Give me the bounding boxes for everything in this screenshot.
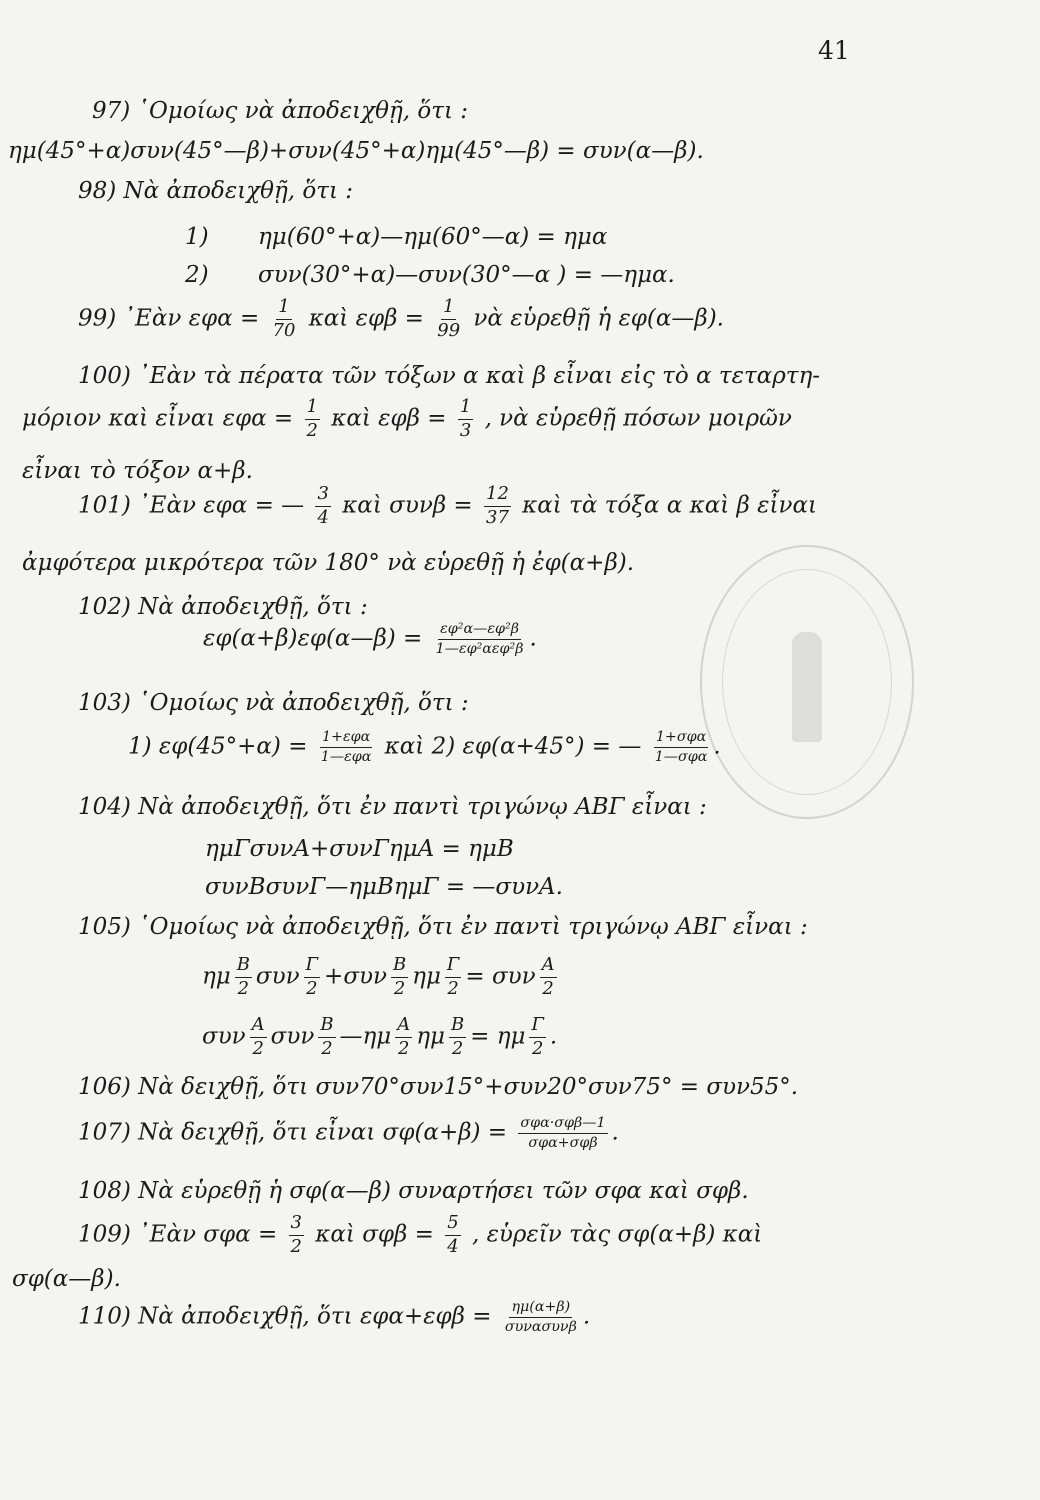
exercise-98-statement: 98) Νὰ ἀποδειχθῇ, ὅτι : bbox=[78, 178, 354, 204]
fraction-denominator: 37 bbox=[486, 506, 509, 528]
exercise-105-formula-2: συν $\frac{A}{2}$ συν $\frac{B}{2}$ —ημ $\frac{A}{2}$ ημ $\frac{B}{2}$ = ημ $\frac{\Gamma}{2}$ . bbox=[202, 1014, 558, 1059]
exercise-103-statement: 103) ῾Ομοίως νὰ ἀποδειχθῇ, ὅτι : bbox=[78, 690, 469, 716]
fraction-numerator: 1 bbox=[305, 398, 320, 420]
fraction-numerator: Γ bbox=[445, 956, 461, 978]
fraction-denominator: σφα+σφβ bbox=[528, 1134, 598, 1151]
fraction-denominator: 2 bbox=[306, 419, 318, 441]
fraction-1-2 bbox=[305, 398, 320, 441]
fraction-g-over-2 bbox=[445, 956, 461, 999]
exercise-98-item-2-number: 2) bbox=[185, 262, 209, 288]
fraction-numerator: εφ²α—εφ²β bbox=[438, 622, 521, 640]
formula-term: συν bbox=[202, 1023, 246, 1050]
fraction-numerator: 1 bbox=[441, 298, 456, 320]
formula-term: συν bbox=[270, 1023, 315, 1050]
fraction-b-over-2 bbox=[318, 1016, 335, 1059]
exercise-110-text: 110) Νὰ ἀποδειχθῇ, ὅτι εφα+εφβ = bbox=[78, 1303, 492, 1330]
formula-term: συν bbox=[255, 963, 300, 990]
formula-term: ημ bbox=[202, 963, 231, 990]
fraction-numerator: Β bbox=[235, 956, 252, 978]
fraction-numerator: Α bbox=[395, 1016, 412, 1038]
fraction-denominator: 2 bbox=[447, 977, 459, 999]
fraction-a-over-2 bbox=[395, 1016, 412, 1059]
exercise-109-text-b: καὶ σφβ = bbox=[315, 1221, 434, 1248]
fraction-1-70 bbox=[271, 298, 298, 341]
formula-term: = ημ bbox=[470, 1023, 526, 1050]
exercise-100-line-1: 100) ᾿Εὰν τὰ πέρατα τῶν τόξων α καὶ β εἶναι εἰς τὸ α τεταρτη- bbox=[78, 363, 820, 389]
fraction-denominator: 1—εφ²αεφ²β bbox=[435, 640, 524, 657]
fraction-numerator: 1+εφα bbox=[320, 730, 372, 748]
exercise-104-formula-1: ημΓσυνΑ+συνΓημΑ = ημΒ bbox=[205, 836, 514, 862]
exercise-103-text-a: 1) εφ(45°+α) = bbox=[128, 733, 308, 760]
fraction-numerator: Γ bbox=[529, 1016, 545, 1038]
fraction-denominator: 2 bbox=[252, 1037, 264, 1059]
fraction-numerator: 1 bbox=[458, 398, 473, 420]
formula-term: —ημ bbox=[339, 1023, 392, 1050]
fraction-denominator: 2 bbox=[531, 1037, 544, 1059]
fraction-sin-sum bbox=[503, 1300, 579, 1335]
fraction-a-over-2 bbox=[250, 1016, 267, 1059]
fraction-1-plus-cot bbox=[653, 730, 710, 765]
fraction-1-3 bbox=[458, 398, 473, 441]
fraction-numerator: 3 bbox=[315, 485, 330, 507]
exercise-109-text-a: 109) ᾿Εὰν σφα = bbox=[78, 1221, 278, 1248]
fraction-3-4 bbox=[315, 485, 330, 528]
exercise-106: 106) Νὰ δειχθῇ, ὅτι συν70°συν15°+συν20°συν75° = συν55°. bbox=[78, 1074, 799, 1100]
exercise-105-statement: 105) ῾Ομοίως νὰ ἀποδειχθῇ, ὅτι ἐν παντὶ τριγώνῳ ΑΒΓ εἶναι : bbox=[78, 914, 808, 940]
fraction-5-4 bbox=[445, 1214, 460, 1257]
exercise-100-text-a: μόριον καὶ εἶναι εφα = bbox=[22, 405, 294, 432]
fraction-denominator: 1—σφα bbox=[654, 748, 708, 765]
exercise-102-formula: εφ(α+β)εφ(α—β) = $\frac{\text{εφ²α—εφ²β}}{\text{1—εφ²αεφ²β}}$ . bbox=[203, 621, 537, 657]
exercise-102-statement: 102) Νὰ ἀποδειχθῇ, ὅτι : bbox=[78, 594, 368, 620]
exercise-103-text-b: καὶ 2) εφ(α+45°) = — bbox=[384, 733, 642, 760]
exercise-101-text-c: καὶ τὰ τόξα α καὶ β εἶναι bbox=[522, 492, 818, 519]
exercise-105-formula-1 bbox=[202, 956, 561, 999]
page-number: 41 bbox=[818, 36, 850, 65]
fraction-numerator: 1 bbox=[276, 298, 291, 320]
exercise-100-text-c: , νὰ εὑρεθῇ πόσων μοιρῶν bbox=[484, 405, 792, 432]
fraction-b-over-2 bbox=[235, 956, 252, 999]
fraction-numerator: 3 bbox=[289, 1214, 304, 1236]
exercise-104-formula-2: συνΒσυνΓ—ημΒημΓ = —συνΑ. bbox=[205, 874, 563, 900]
exercise-101-line-2: ἀμφότερα μικρότερα τῶν 180° νὰ εὑρεθῇ ἡ ἐφ(α+β). bbox=[22, 550, 635, 576]
fraction-numerator: Β bbox=[449, 1016, 466, 1038]
fraction-denominator: 2 bbox=[306, 977, 318, 999]
fraction-12-37 bbox=[484, 485, 511, 528]
fraction-denominator: 3 bbox=[459, 419, 472, 441]
fraction-numerator: Α bbox=[250, 1016, 267, 1038]
exercise-99 bbox=[78, 298, 724, 341]
exercise-99-text-b: καὶ εφβ = bbox=[308, 305, 424, 332]
fraction-denominator: 2 bbox=[393, 977, 406, 999]
exercise-99-text-c: νὰ εὑρεθῇ ἡ εφ(α—β). bbox=[473, 305, 724, 332]
fraction-g-over-2 bbox=[304, 956, 320, 999]
fraction-b-over-2 bbox=[391, 956, 408, 999]
fraction-denominator: συνασυνβ bbox=[504, 1318, 577, 1335]
fraction-b-over-2 bbox=[449, 1016, 466, 1059]
fraction-denominator: 2 bbox=[542, 977, 554, 999]
exercise-103-formula: 1) εφ(45°+α) = $\frac{\text{1+εφα}}{\text{1—εφα}}$ καὶ 2) εφ(α+45°) = — $\frac{\text{1+σφα}}{\text{1—σφα}}$ . bbox=[128, 729, 721, 765]
exercise-100-line-2 bbox=[22, 398, 792, 441]
exercise-109-line-2: σφ(α—β). bbox=[12, 1266, 121, 1292]
exercise-101-text-a: 101) ᾿Εὰν εφα = — bbox=[78, 492, 305, 519]
fraction-tan-squared bbox=[434, 622, 526, 657]
formula-term: ημ bbox=[412, 963, 441, 990]
exercise-101-text-b: καὶ συνβ = bbox=[342, 492, 473, 519]
fraction-numerator: Β bbox=[318, 1016, 335, 1038]
fraction-a-over-2 bbox=[540, 956, 557, 999]
fraction-denominator: 2 bbox=[290, 1235, 302, 1257]
fraction-denominator: 2 bbox=[321, 1037, 333, 1059]
exercise-109-text-c: , εὑρεῖν τὰς σφ(α+β) καὶ bbox=[471, 1221, 763, 1248]
fraction-numerator: 1+σφα bbox=[654, 730, 708, 748]
exercise-97-statement: 97) ῾Ομοίως νὰ ἀποδειχθῇ, ὅτι : bbox=[92, 98, 469, 124]
formula-term: ημ bbox=[416, 1023, 445, 1050]
exercise-98-item-1-formula: ημ(60°+α)—ημ(60°—α) = ημα bbox=[258, 224, 608, 250]
fraction-numerator: 5 bbox=[445, 1214, 460, 1236]
fraction-numerator: Γ bbox=[304, 956, 320, 978]
exercise-109 bbox=[78, 1214, 762, 1257]
exercise-110: 110) Νὰ ἀποδειχθῇ, ὅτι εφα+εφβ = $\frac{\eta\mu(\alpha+\beta)}{\text{συνασυνβ}}$ . bbox=[78, 1299, 591, 1335]
fraction-denominator: 4 bbox=[447, 1235, 459, 1257]
stamp-athena-figure bbox=[792, 632, 822, 742]
fraction-numerator: σφα·σφβ—1 bbox=[518, 1116, 607, 1134]
fraction-1-99 bbox=[435, 298, 462, 341]
fraction-denominator: 4 bbox=[317, 506, 329, 528]
exercise-101 bbox=[78, 485, 817, 528]
fraction-g-over-2 bbox=[529, 1016, 545, 1059]
fraction-1-plus-tan bbox=[319, 730, 374, 765]
exercise-98-item-2-formula: συν(30°+α)—συν(30°—α ) = —ημα. bbox=[258, 262, 675, 288]
exercise-100-line-3: εἶναι τὸ τόξον α+β. bbox=[22, 458, 253, 484]
fraction-denominator: 2 bbox=[451, 1037, 464, 1059]
exercise-102-lhs: εφ(α+β)εφ(α—β) = bbox=[203, 625, 423, 652]
fraction-denominator: 70 bbox=[272, 319, 296, 341]
formula-term: = συν bbox=[465, 963, 536, 990]
formula-term: +συν bbox=[324, 963, 387, 990]
fraction-numerator: Α bbox=[540, 956, 557, 978]
exercise-108: 108) Νὰ εὑρεθῇ ἡ σφ(α—β) συναρτήσει τῶν σφα καὶ σφβ. bbox=[78, 1178, 749, 1204]
fraction-numerator: 12 bbox=[484, 485, 511, 507]
fraction-denominator: 2 bbox=[237, 977, 250, 999]
exercise-97-formula: ημ(45°+α)συν(45°—β)+συν(45°+α)ημ(45°—β) = συν(α—β). bbox=[8, 138, 704, 164]
fraction-numerator: ημ(α+β) bbox=[509, 1300, 572, 1318]
fraction-3-2 bbox=[289, 1214, 304, 1257]
exercise-99-text-a: 99) ᾿Εὰν εφα = bbox=[78, 305, 260, 332]
fraction-numerator: Β bbox=[391, 956, 408, 978]
fraction-denominator: 1—εφα bbox=[320, 748, 372, 765]
fraction-cot-sum bbox=[518, 1116, 607, 1151]
exercise-107: 107) Νὰ δειχθῇ, ὅτι εἶναι σφ(α+β) = $\frac{\text{σφα·σφβ—1}}{\text{σφα+σφβ}}$ . bbox=[78, 1115, 619, 1151]
fraction-denominator: 2 bbox=[398, 1037, 410, 1059]
exercise-98-item-1-number: 1) bbox=[185, 224, 209, 250]
library-stamp bbox=[700, 545, 914, 819]
fraction-denominator: 99 bbox=[437, 319, 461, 341]
exercise-100-text-b: καὶ εφβ = bbox=[331, 405, 447, 432]
exercise-107-text: 107) Νὰ δειχθῇ, ὅτι εἶναι σφ(α+β) = bbox=[78, 1119, 508, 1146]
exercise-104-statement: 104) Νὰ ἀποδειχθῇ, ὅτι ἐν παντὶ τριγώνῳ ΑΒΓ εἶναι : bbox=[78, 794, 707, 820]
